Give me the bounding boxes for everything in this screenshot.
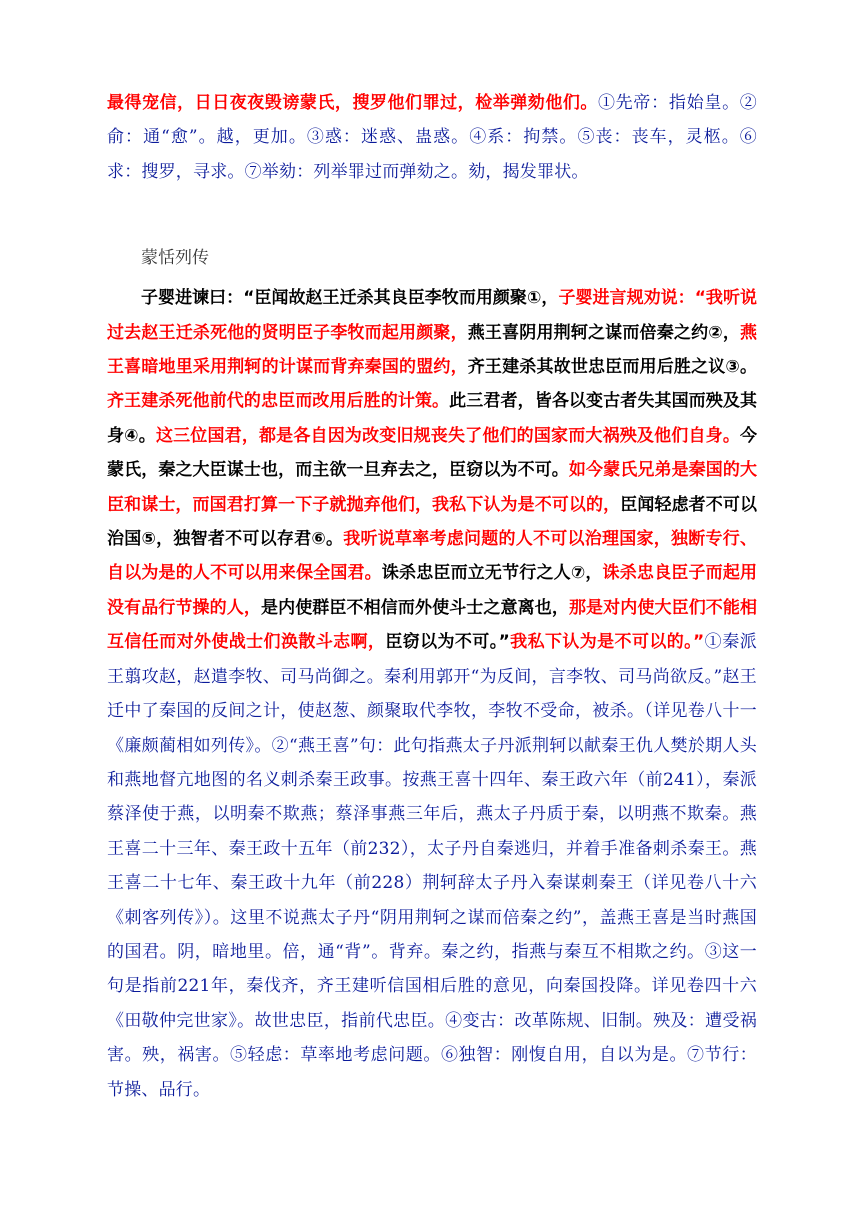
- translation-text: 我私下认为是不可以的。”: [509, 632, 705, 653]
- section-title: 蒙恬列传: [141, 248, 209, 269]
- original-text: 子婴进谏曰：“臣闻故赵王迁杀其良臣李牧而用颜聚①，: [141, 288, 559, 309]
- paragraph-main: [107, 281, 757, 1107]
- annotation-notes: ①秦派王翦攻赵，赵遣李牧、司马尚御之。秦利用郭开“为反间，言李牧、司马尚欲反。”赵王迁中了秦国的反间之计，使赵葱、颜聚取代李牧，李牧不受命，被杀。（详见卷八十一《廉颇蔺相如列传》。②“燕王喜”句：此句指燕太子丹派荆轲以献秦王仇人樊於期人头和燕地督亢地图的名义刺杀秦王政事。按燕王喜十四年、秦王政六年（前241），秦派蔡泽使于燕，以明秦不欺燕；蔡泽事燕三年后，燕太子丹质于秦，以明燕不欺秦。燕王喜二十三年、秦王政十五年（前232），太子丹自秦逃归，并着手准备刺杀秦王。燕王喜二十七年、秦王政十九年（前228）荆轲辞太子丹入秦谋刺秦王（详见卷八十六《刺客列传》）。这里不说燕太子丹“阴用荆轲之谋而倍秦之约”，盖燕王喜是当时燕国的国君。阴，暗地里。倍，通“背”。背弃。秦之约，指燕与秦互不相欺之约。③这一句是指前221年，秦伐齐，齐王建听信国相后胜的意见，向秦国投降。详见卷四十六《田敬仲完世家》。故世忠臣，指前代忠臣。④变古：改革陈规、旧制。殃及：遭受祸害。殃，祸害。⑤轻虑：草率地考虑问题。⑥独智：刚愎自用，自以为是。⑦节行：节操、品行。: [107, 632, 757, 1100]
- original-text: 臣闻轻虑者不可以治国⑤，独智者不可以存君⑥。: [107, 494, 758, 550]
- original-text: 齐王建杀其故世忠臣而用后胜之议③。: [467, 357, 757, 378]
- translation-text: 那是对内使大臣们不能相互信任而对外使战士们涣散斗志啊，: [107, 597, 758, 653]
- translation-text: 诛杀忠良臣子而起用没有品行节操的人，: [107, 563, 758, 618]
- translation-text: 我听说草率考虑问题的人不可以治理国家，独断专行、自以为是的人不可以用来保全国君。: [107, 529, 758, 584]
- annotation-notes: ①先帝：指始皇。②俞：通“愈”。越，更加。③惑：迷惑、蛊惑。④系：拘禁。⑤丧：丧车，灵柩。⑥求：搜罗，寻求。⑦举劾：列举罪过而弹劾之。劾，揭发罪状。: [107, 93, 758, 182]
- original-text: 今蒙氏，秦之大臣谋士也，而主欲一旦弃去之，臣窃以为不可。: [107, 425, 757, 481]
- document-page: [107, 86, 757, 1107]
- original-text: 臣窃以为不可。”: [385, 632, 510, 653]
- original-text: 是内使群臣不相信而外使斗士之意离也，: [260, 597, 569, 618]
- translation-text: 齐王建杀死他前代的忠臣而改用后胜的计策。: [107, 391, 450, 412]
- original-text: 此三君者，皆各以变古者失其国而殃及其身④。: [107, 391, 758, 446]
- translation-text: 最得宠信，日日夜夜毁谤蒙氏，搜罗他们罪过，检举弹劾他们。: [107, 93, 598, 113]
- original-text: 燕王喜阴用荆轲之谋而倍秦之约②，: [467, 322, 740, 343]
- original-text: 诛杀忠臣而立无节行之人⑦，: [381, 563, 603, 584]
- translation-text: 燕王喜暗地里采用荆轲的计谋而背弃秦国的盟约，: [107, 322, 757, 378]
- translation-text: 这三位国君，都是各自因为改变旧规丧失了他们的国家而大祸殃及他们自身。: [155, 425, 740, 446]
- paragraph-continuation: [107, 86, 757, 189]
- translation-text: 如今蒙氏兄弟是秦国的大臣和谋士，而国君打算一下子就抛弃他们，我私下认为是不可以的，: [107, 460, 758, 515]
- translation-text: 子婴进言规劝说：“我听说过去赵王迁杀死他的贤明臣子李牧而起用颜聚，: [107, 288, 757, 343]
